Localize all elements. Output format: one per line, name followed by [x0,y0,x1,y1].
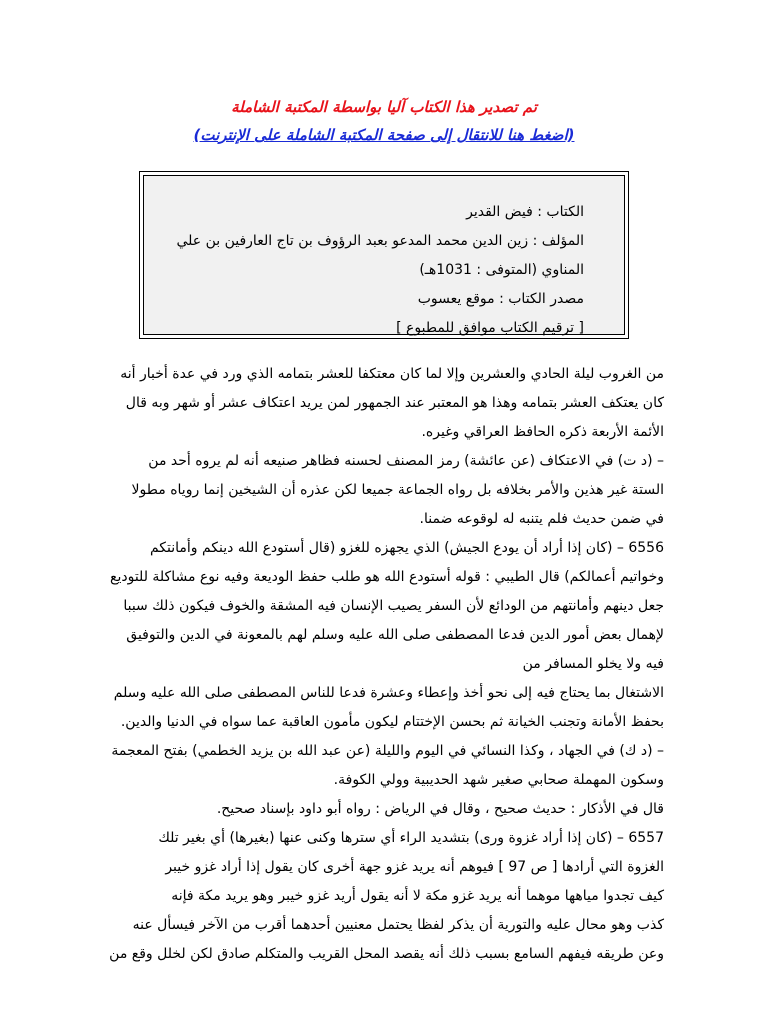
text-line: 6556 – (كان إذا أراد أن يودع الجيش) الذي يجهزه للغزو (قال أستودع الله دينكم وأمانتكم [149,540,664,556]
text-line: كذب وهو محال عليه والتورية أن يذكر لفظا يحتمل معنيين أحدهما أقرب من الآخر فيسأل عنه [132,917,664,933]
text-line: 6557 – (كان إذا أراد غزوة ورى) بتشديد الراء أي سترها وكنى عنها (بغيرها) أي بغير تلك [158,830,664,846]
text-line: الستة غير هذين والأمر بخلافه بل رواه الجماعة جميعا لكن عذره أن الشيخين إنما روياه مطولا [131,482,664,498]
text-line: بحفظ الأمانة وتجنب الخيانة ثم بحسن الإختتام ليكون مأمون العاقبة عما سواه في الدنيا والدين. [120,714,664,730]
book-numbering-note: [ ترقيم الكتاب موافق للمطبوع ] [396,320,584,336]
shamela-website-link[interactable]: (اضغط هنا للانتقال إلى صفحة المكتبة الشاملة على الإنترنت) [193,126,575,144]
text-line: – (د ك) في الجهاد ، وكذا النسائي في اليوم والليلة (عن عبد الله بن يزيد الخطمي) بفتح المعجمة [111,743,664,759]
book-source-line: مصدر الكتاب : موقع يعسوب [417,291,584,307]
text-line: فيه ولا يخلو المسافر من [522,656,664,672]
text-line: من الغروب ليلة الحادي والعشرين وإلا لما كان معتكفا للعشر بتمامه الذي ورد في عدة أخبار أنه [120,366,664,382]
text-line: كان يعتكف العشر بتمامه وهذا هو المعتبر عند الجمهور لمن يريد اعتكاف عشر أو شهر وبه قال [125,395,664,411]
text-line: وسكون المهملة صحابي صغير شهد الحديبية وولي الكوفة. [333,772,664,788]
text-line: وخواتيم أعمالكم) قال الطيبي : قوله أستودع الله هو طلب حفظ الوديعة وفيه نوع مشاكلة للتوديع [110,569,664,585]
book-author-line-cont: المناوي (المتوفى : 1031هـ) [419,262,584,278]
text-line: الاشتغال بما يحتاج فيه إلى نحو أخذ وإعطاء وعشرة فدعا للناس المصطفى صلى الله عليه وسلم [113,685,664,701]
book-title-line: الكتاب : فيض القدير [466,204,584,220]
text-line: كيف تجدوا مياهها موهما أنه يريد غزو مكة لا أنه يقول أريد غزو خيبر وهو يريد مكة فإنه [171,888,664,904]
book-author-line: المؤلف : زين الدين محمد المدعو بعبد الرؤوف بن تاج العارفين بن علي [176,233,584,249]
text-line: وعن طريقه فيفهم السامع بسبب ذلك أنه يقصد المحل القريب والمتكلم صادق لكن لخلل وقع من [109,946,664,962]
text-line: جعل دينهم وأمانتهم من الودائع لأن السفر يصيب الإنسان فيه المشقة والخوف فيكون ذلك سببا [123,598,664,614]
text-line: الغزوة التي أرادها [ ص 97 ] فيوهم أنه يريد غزو جهة أخرى كان يقول إذا أراد غزو خيبر [165,859,664,875]
body-text [108,360,664,969]
text-line: لإهمال بعض أمور الدين فدعا المصطفى صلى الله عليه وسلم لهم بالمعونة في الدين والتوفيق [126,627,664,643]
book-info-box [139,171,629,339]
text-line: الأئمة الأربعة ذكره الحافظ العراقي وغيره. [421,424,664,440]
book-info-panel [143,175,625,335]
text-line: قال في الأذكار : حديث صحيح ، وقال في الرياض : رواه أبو داود بإسناد صحيح. [216,801,664,817]
text-line: – (د ت) في الاعتكاف (عن عائشة) رمز المصنف لحسنه فظاهر صنيعه أنه لم يروه أحد من [148,453,664,469]
export-notice: تم تصدير هذا الكتاب آليا بواسطة المكتبة الشاملة [231,98,537,116]
export-header [0,96,768,146]
text-line: في ضمن حديث فلم يتنبه له لوقوعه ضمنا. [419,511,664,527]
